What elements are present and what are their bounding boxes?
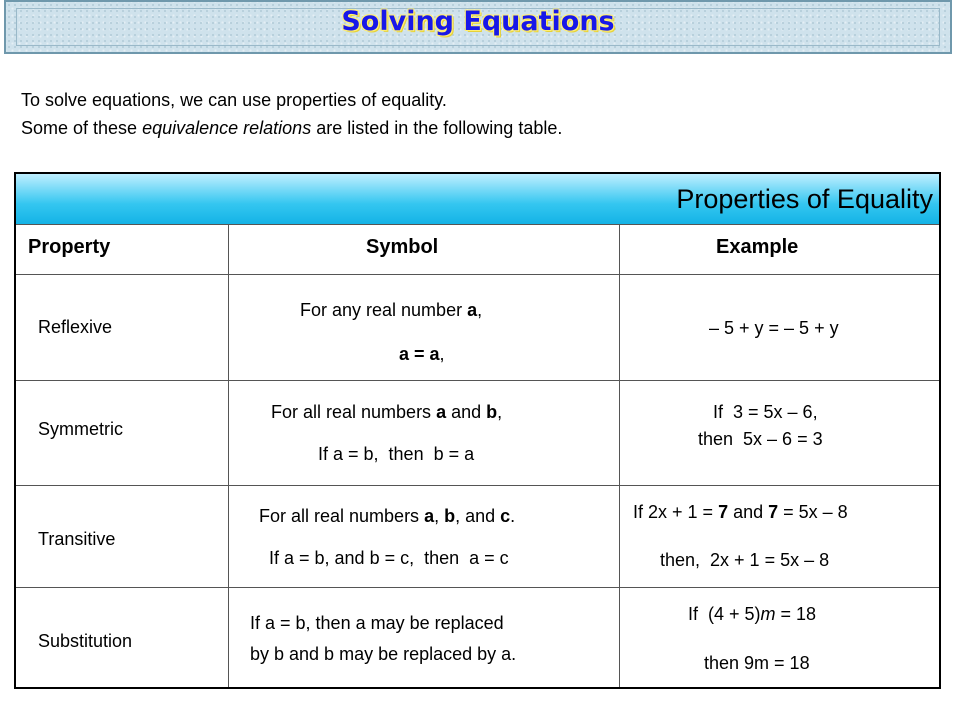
example-number: 7 <box>718 502 729 522</box>
intro-line-1: To solve equations, we can use properties of equality. <box>21 90 447 110</box>
symbol-variable: a <box>436 402 447 422</box>
symbol-variable: b <box>444 506 456 526</box>
row-divider <box>16 274 939 275</box>
symbol-text: For all real numbers <box>259 506 425 526</box>
symbol-transitive-line1 <box>259 506 515 527</box>
example-substitution-line1 <box>688 604 816 625</box>
properties-table <box>14 172 941 689</box>
symbol-reflexive-line2 <box>399 344 445 365</box>
table-title: Properties of Equality <box>676 184 933 214</box>
symbol-variable: c <box>500 506 511 526</box>
symbol-symmetric-line2: If a = b, then b = a <box>318 444 475 464</box>
symbol-text: , <box>434 506 445 526</box>
example-transitive-line1 <box>633 502 848 523</box>
example-number: 7 <box>768 502 779 522</box>
symbol-substitution-line2: by b and b may be replaced by a. <box>250 644 517 664</box>
symbol-text: For any real number <box>300 300 468 320</box>
symbol-substitution-line1: If a = b, then a may be replaced <box>250 613 504 633</box>
intro-text <box>21 86 562 142</box>
symbol-text: . <box>510 506 516 526</box>
page-title: Solving Equations <box>341 6 615 37</box>
example-symmetric-line1: If 3 = 5x – 6, <box>713 402 818 422</box>
symbol-reflexive-line1 <box>300 300 482 321</box>
example-text: If (4 + 5) <box>688 604 761 624</box>
symbol-equation: a = a <box>399 344 440 364</box>
intro-line-2 <box>21 114 562 142</box>
example-reflexive: – 5 + y = – 5 + y <box>709 318 839 338</box>
column-divider <box>228 224 229 687</box>
header-example: Example <box>716 236 799 258</box>
title-banner <box>4 0 952 54</box>
symbol-transitive-line2: If a = b, and b = c, then a = c <box>269 548 509 568</box>
symbol-variable: a <box>424 506 435 526</box>
example-text: If 2x + 1 = <box>633 502 719 522</box>
property-substitution: Substitution <box>38 631 133 651</box>
symbol-variable: a <box>467 300 478 320</box>
header-symbol: Symbol <box>366 236 439 258</box>
symbol-text: , <box>497 402 503 422</box>
intro-line-2-end: are listed in the following table. <box>311 118 563 138</box>
symbol-text: For all real numbers <box>271 402 437 422</box>
symbol-symmetric-line1 <box>271 402 502 423</box>
property-transitive: Transitive <box>38 529 116 549</box>
example-transitive-line2: then, 2x + 1 = 5x – 8 <box>660 550 830 570</box>
intro-line-2-start: Some of these <box>21 118 143 138</box>
example-substitution-line2: then 9m = 18 <box>704 653 810 673</box>
row-divider <box>16 380 939 381</box>
example-text: and <box>728 502 769 522</box>
header-property: Property <box>28 236 111 258</box>
symbol-text: and <box>446 402 487 422</box>
table-title-bar <box>16 174 939 225</box>
intro-emphasis: equivalence relations <box>142 118 312 138</box>
example-text: = 18 <box>775 604 817 624</box>
example-text: = 5x – 8 <box>778 502 848 522</box>
symbol-text: , and <box>455 506 501 526</box>
row-divider <box>16 485 939 486</box>
symbol-variable: b <box>486 402 498 422</box>
symbol-text: , <box>439 344 445 364</box>
symbol-text: , <box>477 300 483 320</box>
property-reflexive: Reflexive <box>38 317 113 337</box>
property-symmetric: Symmetric <box>38 419 123 439</box>
example-symmetric-line2: then 5x – 6 = 3 <box>698 429 823 449</box>
column-divider <box>619 224 620 687</box>
example-variable: m <box>760 604 776 624</box>
row-divider <box>16 587 939 588</box>
